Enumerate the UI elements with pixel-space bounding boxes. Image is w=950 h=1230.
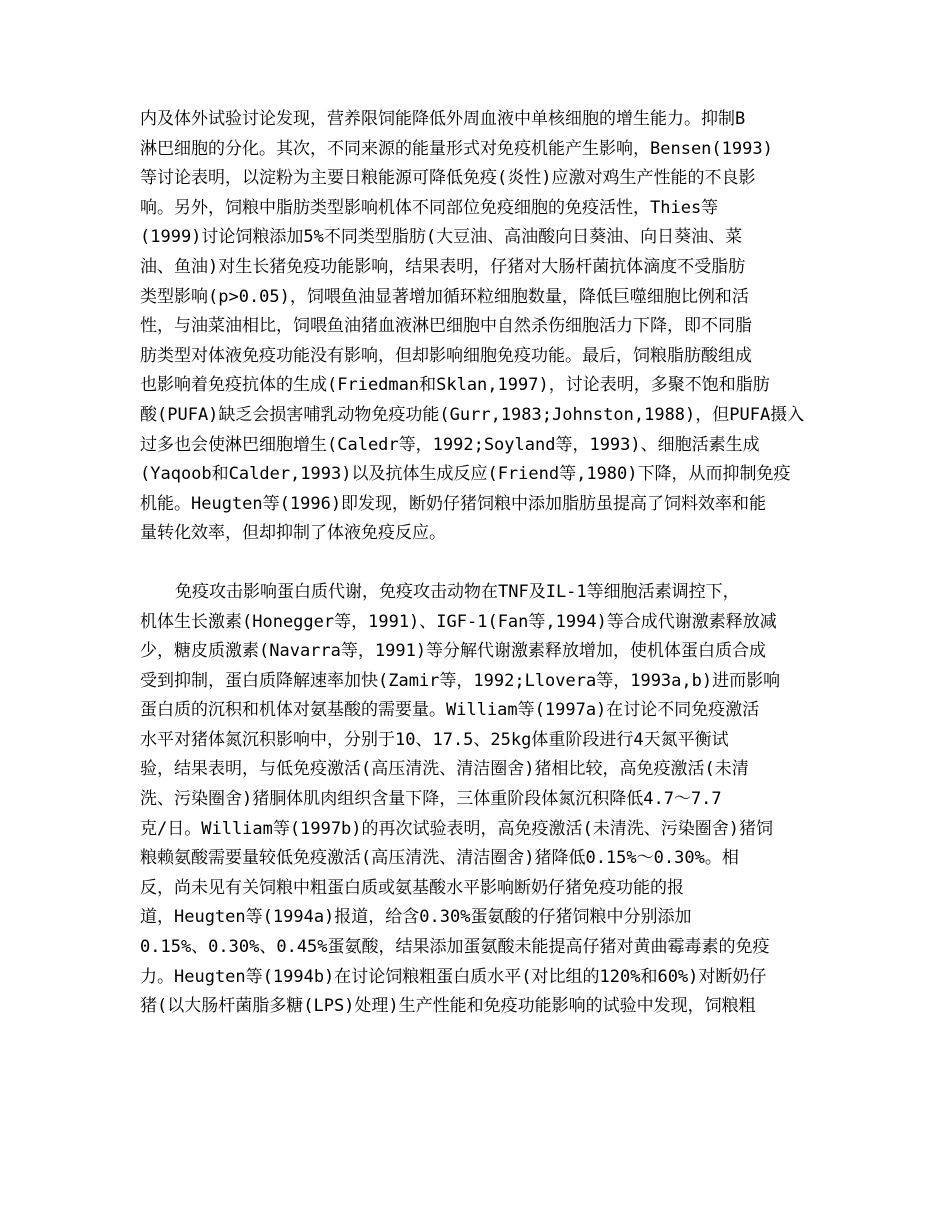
text-line: 克/日。William等(1997b)的再次试验表明，高免疫激活(未清洗、污染圈舍)猪饲 xyxy=(140,818,773,839)
text-line: 机能。Heugten等(1996)即发现，断奶仔猪饲粮中添加脂肪虽提高了饲料效率和能 xyxy=(140,493,767,514)
text-line: 过多也会使淋巴细胞增生(Caledr等，1992;Soyland等，1993)、细胞活素生成 xyxy=(140,434,760,455)
paragraph-1 xyxy=(140,105,820,549)
text-line: 道，Heugten等(1994a)报道，给含0.30%蛋氨酸的仔猪饲粮中分别添加 xyxy=(140,907,692,928)
text-line: 水平对猪体氮沉积影响中，分别于10、17.5、25kg体重阶段进行4天氮平衡试 xyxy=(140,729,729,750)
text-line: 量转化效率，但却抑制了体液免疫反应。 xyxy=(140,523,446,544)
text-line: 淋巴细胞的分化。其次，不同来源的能量形式对免疫机能产生影响，Bensen(1993) xyxy=(140,138,773,159)
paragraph-2 xyxy=(140,578,820,1022)
text-line: 性，与油菜油相比，饲喂鱼油猪血液淋巴细胞中自然杀伤细胞活力下降，即不同脂 xyxy=(140,316,752,337)
text-line: 受到抑制，蛋白质降解速率加快(Zamir等，1992;Llovera等，1993a,b)进而影响 xyxy=(140,670,781,691)
text-line: 等讨论表明，以淀粉为主要日粮能源可降低免疫(炎性)应激对鸡生产性能的不良影 xyxy=(140,168,756,189)
text-line: 力。Heugten等(1994b)在讨论饲粮粗蛋白质水平(对比组的120%和60%)对断奶仔 xyxy=(140,966,767,987)
text-line: 机体生长激素(Honegger等，1991)、IGF-1(Fan等,1994)等合成代谢激素释放减 xyxy=(140,611,777,632)
text-line: 0.15%、0.30%、0.45%蛋氨酸，结果添加蛋氨酸未能提高仔猪对黄曲霉毒素的免疫 xyxy=(140,937,770,958)
text-line: 肪类型对体液免疫功能没有影响，但却影响细胞免疫功能。最后，饲粮脂肪酸组成 xyxy=(140,345,752,366)
text-line: 也影响着免疫抗体的生成(Friedman和Sklan,1997)，讨论表明，多聚不饱和脂肪 xyxy=(140,375,770,396)
text-line: (1999)讨论饲粮添加5%不同类型脂肪(大豆油、高油酸向日葵油、向日葵油、菜 xyxy=(140,227,743,248)
text-line: 验，结果表明，与低免疫激活(高压清洗、清洁圈舍)猪相比较，高免疫激活(未清 xyxy=(140,759,749,780)
text-line: 反，尚未见有关饲粮中粗蛋白质或氨基酸水平影响断奶仔猪免疫功能的报 xyxy=(140,877,684,898)
text-line: 少，糖皮质激素(Navarra等，1991)等分解代谢激素释放增加，使机体蛋白质合成 xyxy=(140,641,767,662)
paragraph-spacer xyxy=(140,549,820,578)
text-line-indented: 免疫攻击影响蛋白质代谢，免疫攻击动物在TNF及IL-1等细胞活素调控下， xyxy=(175,581,740,602)
text-line: 猪(以大肠杆菌脂多糖(LPS)处理)生产性能和免疫功能影响的试验中发现，饲粮粗 xyxy=(140,996,756,1017)
text-line: 粮赖氨酸需要量较低免疫激活(高压清洗、清洁圈舍)猪降低0.15%～0.30%。相 xyxy=(140,848,739,869)
document-page xyxy=(140,105,820,1022)
text-line: 类型影响(p>0.05)，饲喂鱼油显著增加循环粒细胞数量，降低巨噬细胞比例和活 xyxy=(140,286,749,307)
text-line: 酸(PUFA)缺乏会损害哺乳动物免疫功能(Gurr,1983;Johnston,1988)，但PUFA摄入 xyxy=(140,404,805,425)
text-line: (Yaqoob和Calder,1993)以及抗体生成反应(Friend等,1980)下降，从而抑制免疫 xyxy=(140,464,791,485)
text-line: 内及体外试验讨论发现，营养限饲能降低外周血液中单核细胞的增生能力。抑制B xyxy=(140,109,746,129)
text-line: 响。另外，饲粮中脂肪类型影响机体不同部位免疫细胞的免疫活性，Thies等 xyxy=(140,197,719,218)
text-line: 洗、污染圈舍)猪胴体肌肉组织含量下降，三体重阶段体氮沉积降低4.7～7.7 xyxy=(140,789,722,810)
text-line: 蛋白质的沉积和机体对氨基酸的需要量。William等(1997a)在讨论不同免疫激活 xyxy=(140,700,760,721)
text-line: 油、鱼油)对生长猪免疫功能影响，结果表明，仔猪对大肠杆菌抗体滴度不受脂肪 xyxy=(140,256,746,277)
